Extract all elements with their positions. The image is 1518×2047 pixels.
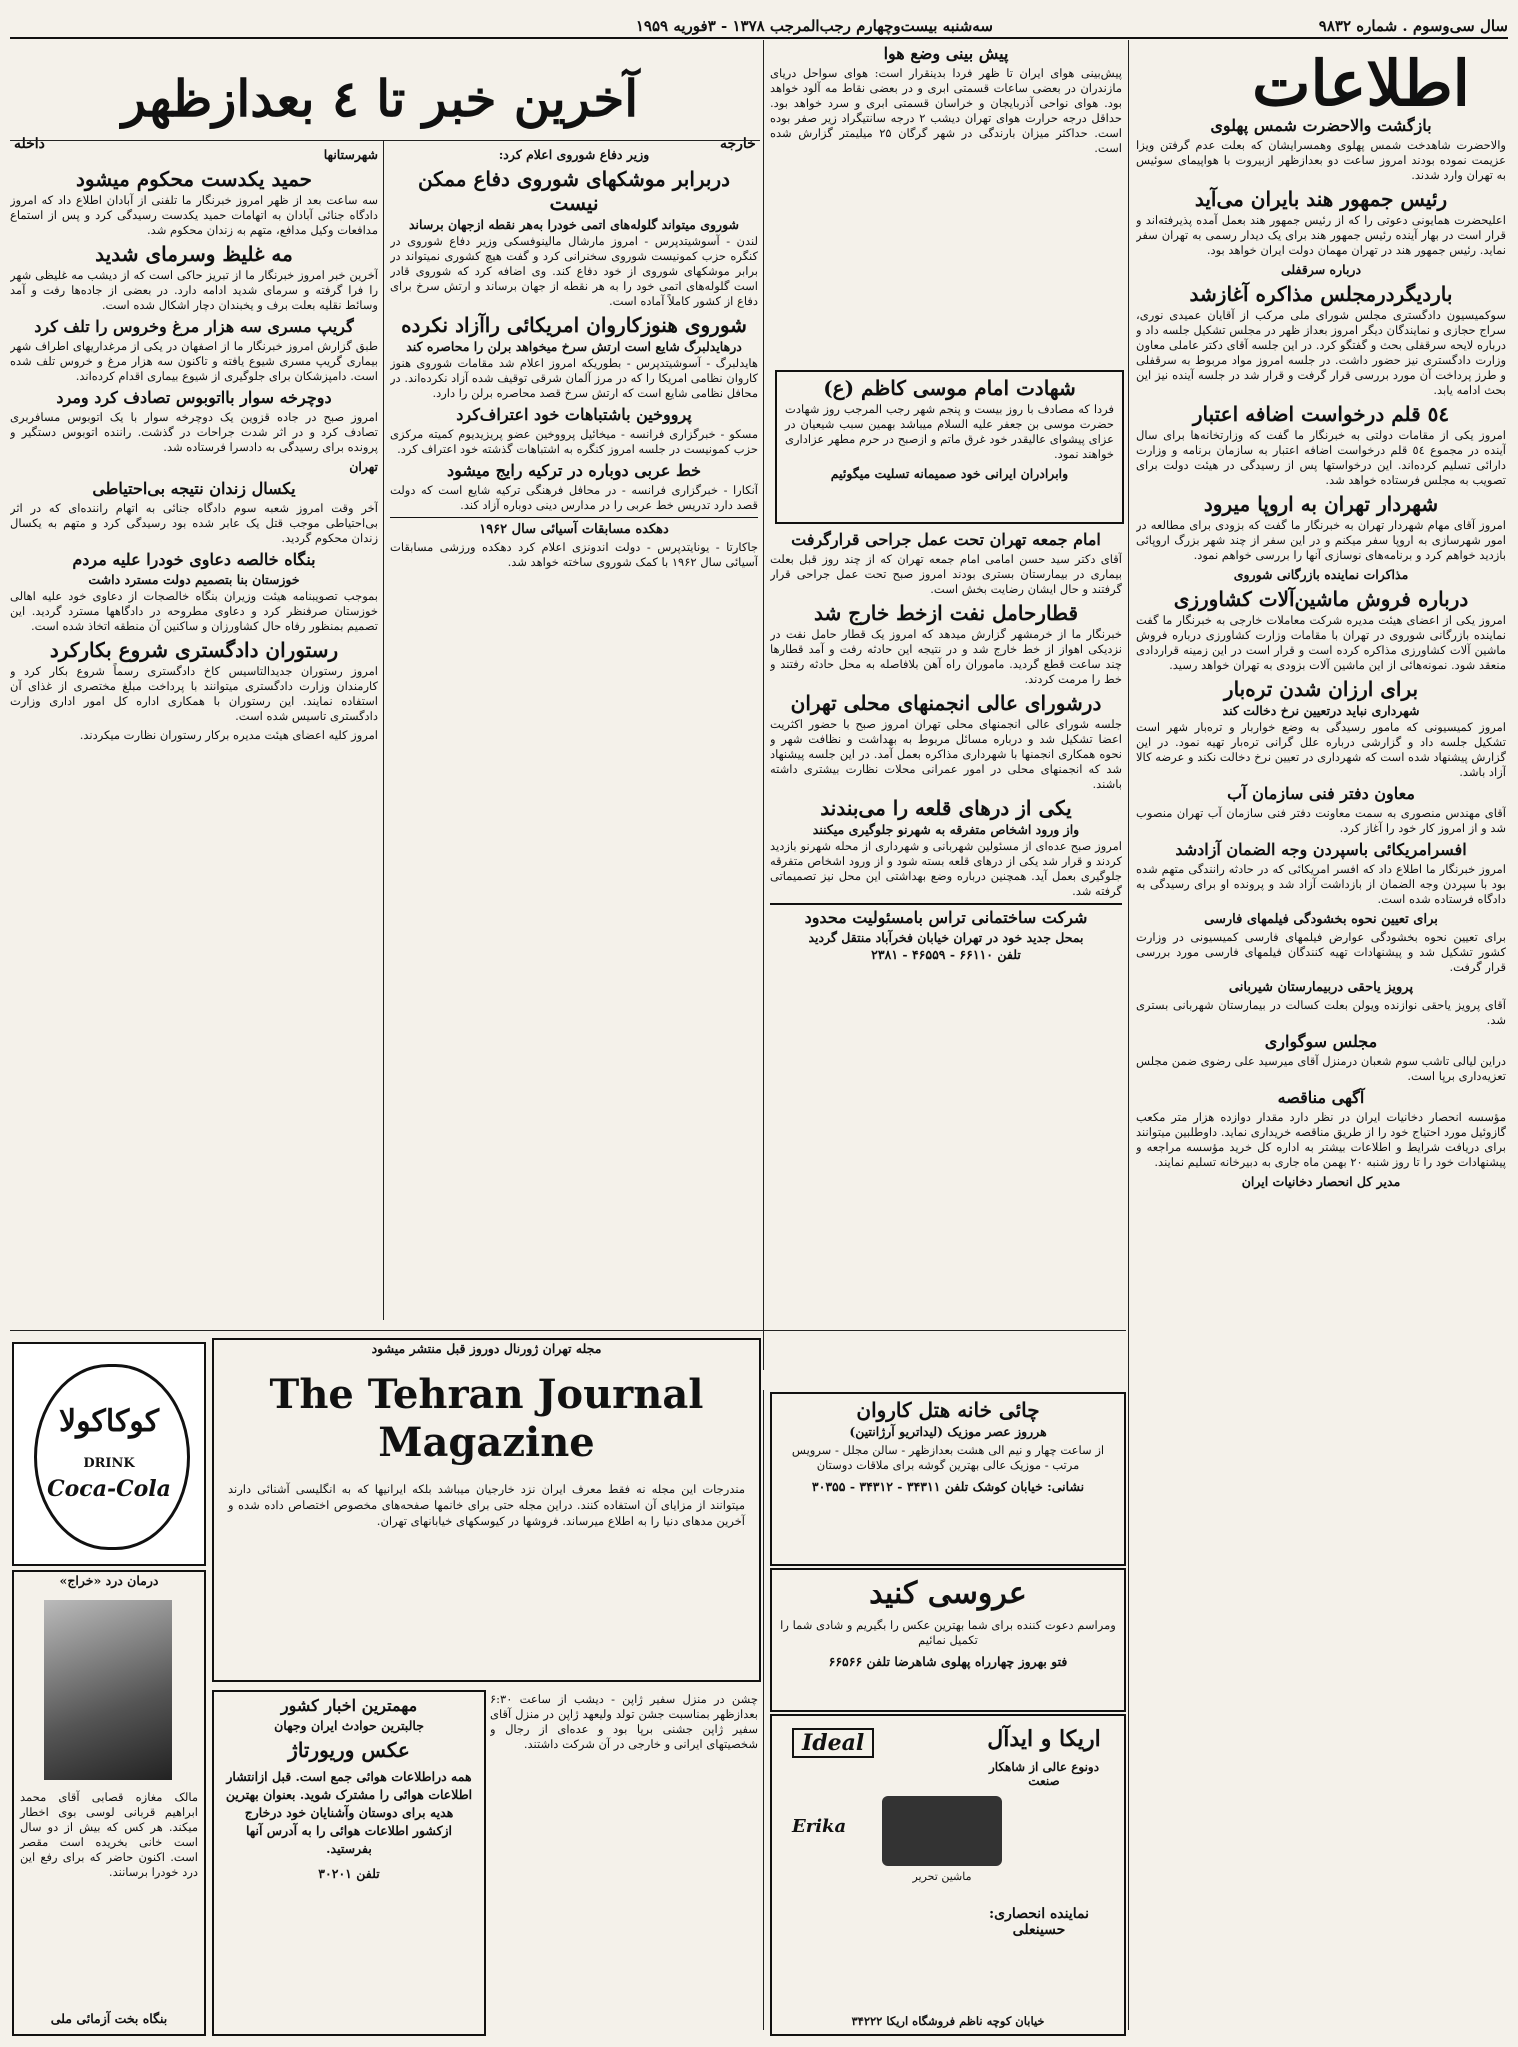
erika-brand: Erika bbox=[792, 1816, 847, 1837]
weather-section bbox=[770, 40, 1122, 370]
row-rule bbox=[10, 140, 760, 141]
article-body: چشن در منزل سفیر ژاپن - دیشب از ساعت ۶:۳۰ بعدازظهر بمناسبت جشن تولد ولیعهد ژاپن در منزل آقای سفیر ژاپن جشنی برپا بود و عده‌ای از رجال و شخصیتهای ایرانی و خارجی در آن شرکت داشتند. bbox=[490, 1692, 758, 1751]
ad-body: ومراسم دعوت کننده برای شما بهترین عکس را بگیریم و شادی شما را تکمیل نمائیم bbox=[780, 1618, 1116, 1647]
pre-headline: وزیر دفاع شوروی اعلام کرد: bbox=[498, 147, 650, 162]
headline: شوروی هنوزکاروان امریکائی راآزاد نکرده bbox=[401, 313, 747, 337]
article-body: اعلیحضرت همایونی دعوتی را که از رئیس جمهور هند بعمل آمده پذیرفته‌اند و قرار است در بهار آینده رئیس جمهور هند برای یک دیدار رسمی به تهران سفر نماید. رئیس جمهور هند در تهران مهمان دولت ایران خواهد بود. bbox=[1136, 213, 1506, 257]
publication-date: سه‌شنبه بیست‌وچهارم رجب‌المرجب ۱۳۷۸ - ۳فوریه ۱۹۵۹ bbox=[635, 17, 993, 35]
article-body: امروز صبح عده‌ای از مسئولین شهربانی و شهرداری از محله شهرنو بازدید کردند و قرار شد یکی از درهای قلعه بسته شود و از ورود اشخاص متفرقه جلوگیری بعمل آید. همچنین درباره وضع بهداشتی این محل نیز تصمیماتی گرفته شد. bbox=[770, 839, 1122, 898]
headline: خط عربی دوباره در ترکیه رایج میشود bbox=[446, 461, 702, 480]
coke-logo-latin: Coca-Cola bbox=[47, 1476, 171, 1502]
headline: درباره فروش ماشین‌آلات کشاورزی bbox=[1173, 587, 1469, 611]
coca-cola-ad bbox=[12, 1342, 206, 1566]
lottery-ad bbox=[12, 1570, 206, 2036]
column-rule bbox=[1128, 40, 1129, 2030]
masthead-logo: اطلاعات bbox=[1252, 47, 1470, 120]
column-rule bbox=[383, 140, 384, 1320]
japan-ambassador-article bbox=[490, 1692, 758, 2032]
ad-agent: نماینده انحصاری: حسینعلی bbox=[988, 1906, 1090, 1938]
erika-typewriter-ad bbox=[770, 1714, 1126, 2036]
article-body: سوکمیسیون دادگستری مجلس شورای ملی مرکب از آقایان عمیدی نوری، سراج حجازی و نمایندگان دیگر امروز بعداز ظهر در مجلس تشکیل جلسه داد و درباره لایحه سرقفلی بحث و گفتگو کرد. در این جلسه آقای دکتر عاملی معاون وزارت دادگستری نیز حضور داشت. در جلسه امروز مواد مربوط به سرقفلی و طرز پرداخت آن مورد بررسی قرار گرفت و قرار شد در جلسه آینده نیز این بحث ادامه یابد. bbox=[1136, 308, 1506, 397]
signature: مدیر کل انحصار دخانیات ایران bbox=[1241, 1174, 1401, 1189]
headline: برای تعیین نحوه بخشودگی فیلمهای فارسی bbox=[1204, 912, 1438, 927]
tehran-journal-ad bbox=[212, 1338, 761, 1682]
article-body: آخرین خبر امروز خبرنگار ما از تبریز حاکی است که از دیشب مه غلیظی شهر را فرا گرفته و سرمای شدید ادامه دارد. در بعضی از جاده‌ها رفت و آمد وسائط نقلیه بعلت برف و یخبندان دچار اشکال شده است. bbox=[10, 268, 378, 312]
headline: ٥٤ قلم درخواست اضافه اعتبار bbox=[1192, 402, 1450, 426]
article-body: مؤسسه انحصار دخانیات ایران در نظر دارد مقدار دوازده هزار متر مکعب گازوئیل مورد احتیاج خود را از طریق مناقصه خریداری نماید. داوطلبین میتوانند برای دریافت شرایط و اطلاعات بیشتر به اداره کل خرید مؤسسه مراجعه و پیشنهادات خود را تا روز شنبه ٢٠ بهمن ماه جاری به دبیرخانه تسلیم نمایند. bbox=[1136, 1110, 1506, 1169]
ad-body: مندرجات این مجله نه فقط معرف ایران نزد خارجیان میباشد بلکه ایرانیها که به انگلیسی آشنائی دارند میتوانند از مزایای آن استفاده کنند. دراین مجله حتی برای خانمها صفحه‌های مخصوص اختصاص داده شده و آخرین مدهای دنیا را به اطلاع میرساند. فروشها در کیوسکهای خیابانهای تهران. bbox=[228, 1482, 745, 1528]
sub-headline: خوزستان بنا بتصمیم دولت مسترد داشت bbox=[88, 572, 300, 587]
article-body: مسکو - خبرگزاری فرانسه - میخائیل پرووخین عضو پریزیدیوم کمیته مرکزی حزب کمونیست در جلسه امروز کنگره به اشتباهات گذشته خود اعتراف کرد. bbox=[390, 427, 758, 456]
ad-headline: عروسی کنید bbox=[869, 1576, 1027, 1611]
airmail-subscription-ad bbox=[212, 1690, 486, 2036]
announcement-sign: وابرادران ایرانی خود صمیمانه تسلیت میگوئیم bbox=[830, 466, 1069, 481]
article-body: آنکارا - خبرگزاری فرانسه - در محافل فرهنگی ترکیه شایع است که دولت قصد دارد تدریس خط عربی را در مدارس دینی دوباره آزاد کند. bbox=[390, 483, 758, 512]
article-body: برای تعیین نحوه بخشودگی عوارض فیلمهای فارسی کمیسیونی در وزارت کشور تشکیل شد و پیشنهادات تهیه کنندگان فیلمهای فارسی مورد بررسی قرار گرفت. bbox=[1136, 930, 1506, 974]
headline: پرووخین باشتباهات خود اعتراف‌کرد bbox=[456, 405, 692, 424]
headline: مه غلیظ وسرمای شدید bbox=[95, 242, 293, 266]
section-tag: تهران bbox=[349, 459, 378, 474]
headline: رستوران دادگستری شروع بکارکرد bbox=[49, 638, 339, 662]
journal-subtitle: Magazine bbox=[378, 1419, 595, 1466]
headline: یکی از درهای قلعه را می‌بندند bbox=[820, 796, 1072, 820]
headline: یکسال زندان نتیجه بی‌احتیاطی bbox=[92, 479, 296, 498]
tag-foreign: خارجه bbox=[720, 136, 756, 152]
banner-headline: آخرین خبر تا ٤ بعدازظهر bbox=[121, 69, 639, 128]
headline: مجلس سوگواری bbox=[1264, 1032, 1378, 1051]
ad-body: از ساعت چهار و نیم الی هشت بعدازظهر - سالن مجلل - سرویس مرتب - موزیک عالی بهترین گوشه برای ملاقات دوستان bbox=[791, 1443, 1105, 1472]
ad-tag: درمان درد «خراج» bbox=[59, 1573, 159, 1588]
ad-signature: بنگاه بخت آزمائی ملی bbox=[50, 2011, 168, 2026]
ad-phone: تلفن ۶۶۱۱۰ - ۴۶۵۵۹ - ۲۳۸۱ bbox=[871, 947, 1021, 962]
headline: آگهی مناقصه bbox=[1277, 1088, 1365, 1107]
article-body: طبق گزارش امروز خبرنگار ما از اصفهان در یکی از مرغداریهای اطراف شهر بیماری گریپ مسری شیوع یافته و تاکنون سه هزار مرغ و خروس تلف شده است. دامپزشکان برای جلوگیری از شیوع بیماری اقدام کرده‌اند. bbox=[10, 339, 378, 383]
article-body: لندن - آسوشیتدپرس - امروز مارشال مالینوفسکی وزیر دفاع شوروی در کنگره حزب کمونیست شوروی سخنرانی کرد و گفت هیچ کشوری نمیتواند در برابر موشکهای شوروی از خود دفاع کند. وی اضافه کرد که شوروی قادر است گلوله‌های اتمی خود را به هر نقطه از جهان برساند و ارتش سرخ برای دفاع از کشور کاملاً آماده است. bbox=[390, 234, 758, 308]
pre-headline: مذاکرات نماینده بازرگانی شوروی bbox=[1233, 567, 1409, 582]
article-body: سه ساعت بعد از ظهر امروز خبرنگار ما تلفنی از آبادان اطلاع داد که امروز دادگاه جنائی آبادان به اتهامات حمید یکدست رسیدگی کرد و پس از استماع مدافعات وکیل مدافع، متهم به زندان محکوم شد. bbox=[10, 193, 378, 237]
ad-headline: چائی خانه هتل کاروان bbox=[856, 1398, 1040, 1422]
article-note: امروز کلیه اعضای هیئت مدیره برکار رستوران نظارت میکردند. bbox=[79, 728, 378, 742]
article-body: امروز یکی از اعضای هیئت مدیره شرکت معاملات خارجی به خبرنگار ما گفت نماینده بازرگانی شوروی در تهران با مقامات وزارت کشاورزی درباره فروش ماشین آلات کشاورزی مذاکره کرده است و قرار است در این زمینه قراردادی منعقد شود. نمونه‌هائی از این ماشین آلات بزودی به تهران خواهد رسید. bbox=[1136, 613, 1506, 672]
section-tag: شهرستانها bbox=[323, 147, 378, 162]
headline: شهردار تهران به اروپا میرود bbox=[1203, 492, 1439, 516]
headline: رئیس جمهور هند بایران می‌آید bbox=[1194, 187, 1448, 211]
coke-logo-fa: کوکاکولا bbox=[58, 1404, 160, 1439]
headline: برای ارزان شدن تره‌بار bbox=[1223, 677, 1419, 701]
column-rule bbox=[763, 40, 764, 1370]
article-body: امروز آقای مهام شهردار تهران به خبرنگار ما گفت که بزودی برای مطالعه در امور شهرسازی به اروپا سفر میکنم و در این سفر از چند شهر بزرگ اروپائی بازدید خواهم کرد و برنامه‌های نوسازی آنها را بررسی خواهم نمود. bbox=[1136, 518, 1506, 562]
headline: بازگشت والاحضرت شمس پهلوی bbox=[1210, 116, 1432, 135]
headline: معاون دفتر فنی سازمان آب bbox=[1227, 784, 1415, 803]
typewriter-caption: ماشین تحریر bbox=[912, 1870, 972, 1883]
article-body: امروز کمیسیونی که مامور رسیدگی به وضع خواربار و تره‌بار شهر است تشکیل جلسه داد و گزارشی درباره علل گرانی تره‌بار تهیه نمود. در این گزارش پیشنهاد شده است که شهرداری در تعیین نرخ دخالت نکند و عرضه کالا آزاد باشد. bbox=[1136, 720, 1506, 779]
ad-body: بمحل جدید خود در تهران خیابان فخرآباد منتقل گردید bbox=[808, 930, 1084, 945]
sub-headline: واز ورود اشخاص متفرقه به شهرنو جلوگیری میکنند bbox=[812, 822, 1080, 837]
article-body: آخر وقت امروز شعبه سوم دادگاه جنائی به اتهام راننده‌ای که در اثر بی‌احتیاطی موجب قتل یک عابر شده بود رسیدگی کرد و متهم به یکسال زندان محکوم گردید. bbox=[10, 501, 378, 545]
headline: دهکده مسابقات آسیائی سال ۱۹۶۲ bbox=[390, 517, 758, 538]
headline: درشورای عالی انجمنهای محلی تهران bbox=[790, 691, 1102, 715]
headline: باردیگردرمجلس مذاکره آغازشد bbox=[1189, 282, 1453, 306]
domestic-column bbox=[10, 146, 378, 1326]
headline: گریپ مسری سه هزار مرغ وخروس را تلف کرد bbox=[34, 317, 354, 336]
tag-domestic: داخله bbox=[14, 136, 45, 152]
ideal-brand: Ideal bbox=[792, 1728, 874, 1758]
headline: قطارحامل نفت ازخط خارج شد bbox=[813, 601, 1079, 625]
coke-drink-label: DRINK bbox=[83, 1456, 135, 1471]
announcement-body: فردا که مصادف با روز بیست و پنجم شهر رجب المرجب روز شهادت حضرت موسی بن جعفر علیه السلام میباشد بهمین سبب شیعیان در عزای پیشوای عالیقدر خود غرق ماتم و ازصبح در حرم مطهر عزاداری خواهند نمود. bbox=[785, 402, 1114, 461]
headline: بنگاه خالصه دعاوی خودرا علیه مردم bbox=[72, 550, 316, 569]
sub-headline: شوروی میتواند گلوله‌های اتمی خودرا به‌هر نقطه ازجهان برساند bbox=[408, 217, 740, 232]
headline: حمید یکدست محکوم میشود bbox=[75, 167, 313, 191]
pre-headline: درباره سرقفلی bbox=[1280, 262, 1362, 277]
article-body: هایدلبرگ - آسوشیتدپرس - بطوریکه امروز اعلام شد مقامات شوروی هنوز کاروان نظامی امریکا را که در مرز آلمان شرقی توقیف شده آزاد نکرده‌اند. در محافل نظامی شایع است که ارتش سرخ قصد محاصره برلن را دارد. bbox=[390, 356, 758, 400]
ad-subheadline: جالبترین حوادث ایران وجهان bbox=[274, 1718, 424, 1733]
ad-headline: شرکت ساختمانی تراس بامسئولیت محدود bbox=[770, 903, 1122, 928]
journal-title: The Tehran Journal bbox=[269, 1371, 704, 1418]
sub-headline: درهایدلبرگ شایع است ارتش سرخ میخواهد برلن را محاصره کند bbox=[406, 339, 742, 354]
headline: شهادت امام موسی کاظم (ع) bbox=[823, 376, 1076, 400]
header-bar bbox=[10, 15, 1508, 39]
article-body: جلسه شورای عالی انجمنهای محلی تهران امروز صبح با حضور اکثریت اعضا تشکیل شد و درباره مسائل مربوط به بهداشت و نظافت شهر و نحوه همکاری انجمنها با شهرداری مذاکره بعمل آمد. در این جلسه پیشنهاد شد که انجمنهای محلی در امور عمرانی محلات نظارت بیشتری داشته باشند. bbox=[770, 717, 1122, 791]
hotel-caravan-ad bbox=[770, 1392, 1126, 1566]
middle-column bbox=[770, 526, 1122, 1386]
sub-headline: شهرداری نباید درتعیین نرخ دخالت کند bbox=[1222, 703, 1420, 718]
article-body: بموجب تصویبنامه هیئت وزیران بنگاه خالصجات از دعاوی خود علیه اهالی خوزستان صرفنظر کرد و دعاوی مطروحه در دادگاهها مسترد گردید. این تصمیم بمنظور رفاه حال کشاورزان و ساکنین آن منطقه اتخاذ شده است. bbox=[10, 589, 378, 633]
article-body: امروز خبرنگار ما اطلاع داد که افسر امریکائی که در حادثه رانندگی متهم شده بود با سپردن وجه الضمان از بازداشت آزاد شد و پرونده او برای رسیدگی به دادگاه فرستاده شده است. bbox=[1136, 862, 1506, 906]
headline: افسرامریکائی باسپردن وجه الضمان آزادشد bbox=[1175, 840, 1467, 859]
ad-caption: مالک مغازه قصابی آقای محمد ابراهیم قربانی لوسی بوی اخطار میکند. هر کس که بیش از دو سال است خانی بخریده است مقصر است. اکنون حاضر که برای رفع این درد خودرا برسانند. bbox=[20, 1790, 198, 1879]
ad-phone: فتو بهروز چهارراه پهلوی شاهرضا تلفن ۶۶۵۶۶ bbox=[828, 1654, 1068, 1669]
wedding-photo-ad bbox=[770, 1568, 1126, 1712]
article-body: امروز رستوران جدیدالتاسیس کاخ دادگستری رسماً شروع بکار کرد و کارمندان وزارت دادگستری میتوانند با پرداخت مبلغ مختصری از غذای آن استفاده نمایند. این رستوران با همکاری اداره کل امور اداری وزارت دادگستری تاسیس شده است. bbox=[10, 664, 378, 723]
headline: دربرابر موشکهای شوروی دفاع ممکن نیست bbox=[417, 167, 731, 215]
article-body: امروز صبح در جاده قزوین یک دوچرخه سوار با یک اتوبوس مسافربری تصادف کرد و در اثر شدت جراحات در گذشت. راننده اتوبوس دستگیر و پرونده برای رسیدگی به دادسرا فرستاده شد. bbox=[10, 410, 378, 454]
article-body: امروز یکی از مقامات دولتی به خبرنگار ما گفت که وزارتخانه‌ها برای سال آینده در مجموع ٥٤ قلم درخواست اضافه اعتبار به سازمان برنامه و وزارت دارائی تسلیم کرده‌اند. این درخواستها پس از رسیدگی در هیئت دولت برای تصویب به مجلس فرستاده خواهد شد. bbox=[1136, 428, 1506, 487]
article-body: خبرنگار ما از خرمشهر گزارش میدهد که امروز یک قطار حامل نفت در نزدیکی اهواز از خط خارج شد و در نتیجه این حادثه رفت و آمد قطارها چند ساعت قطع گردید. ماموران راه آهن بلافاصله به محل حادثه رفتند و خط را مرمت کردند. bbox=[770, 627, 1122, 686]
headline: دوچرخه سوار بااتوبوس تصادف کرد ومرد bbox=[56, 388, 332, 407]
article-body: پیش‌بینی هوای ایران تا ظهر فردا بدینقرار است: هوای سواحل دریای مازندران در بعضی ساعات قسمتی ابری و در بعضی نقاط مه آلود خواهد بود. هوای نواحی آذربایجان و خراسان قسمتی ابری و سرد خواهد بود. حداقل درجه حرارت هوای تهران دیشب ٢ درجه سانتیگراد زیر صفر بوده است. حداکثر میزان بارندگی در شهر گرگان ۲۵ میلیمتر گزارش شده است. bbox=[770, 66, 1122, 155]
ad-phone: تلفن ۳۰۲۰۱ bbox=[318, 1866, 380, 1881]
row-rule bbox=[10, 1330, 1126, 1331]
ad-headline: مهمترین اخبار کشور bbox=[280, 1696, 418, 1715]
foreign-column bbox=[390, 146, 758, 1326]
typewriter-illustration bbox=[882, 1796, 1002, 1866]
ad-address: خیابان کوچه ناظم فروشگاه اریکا ۳۴۲۲۲ bbox=[851, 2014, 1045, 2028]
right-column bbox=[1136, 112, 1506, 2032]
imam-announcement-box bbox=[775, 370, 1124, 524]
headline: پرویز یاحقی دربیمارستان شیربانی bbox=[1228, 980, 1414, 995]
issue-number: سال سی‌وسوم . شماره ۹۸۳۲ bbox=[1318, 17, 1508, 35]
headline: پیش بینی وضع هوا bbox=[883, 44, 1009, 63]
article-body: آقای مهندس منصوری به سمت معاونت دفتر فنی سازمان آب تهران منصوب شد و از امروز کار خود را آغاز کرد. bbox=[1136, 806, 1506, 835]
article-body: جاکارتا - یونایتدپرس - دولت اندونزی اعلام کرد دهکده ورزشی مسابقات آسیائی سال ۱۹۶۲ با کمک شوروی ساخته خواهد شد. bbox=[390, 540, 758, 569]
article-body: والاحضرت شاهدخت شمس پهلوی وهمسرایشان که بعلت عدم گرفتن ویزا عزیمت نموده بودند امروز ساعت دو بعدازظهر ازبیروت با هواپیمای سوئیس به تهران وارد شدند. bbox=[1136, 138, 1506, 182]
ad-subheadline: دونوع عالی از شاهکار صنعت bbox=[988, 1760, 1100, 1788]
headline: امام جمعه تهران تحت عمل جراحی قرارگرفت bbox=[791, 530, 1101, 549]
portrait-photo bbox=[44, 1600, 172, 1780]
article-body: آقای دکتر سید حسن امامی امام جمعه تهران که از چند روز قبل بعلت بیماری در بیمارستان بستری بودند امروز صبح تحت عمل جراحی قرار گرفتند و حال ایشان رضایت بخش است. bbox=[770, 552, 1122, 596]
column-rule bbox=[763, 1390, 764, 2030]
ad-header: مجله تهران ژورنال دوروز قبل منتشر میشود bbox=[371, 1341, 602, 1356]
ad-headline: اریکا و ایدآل bbox=[987, 1726, 1101, 1752]
ad-body: همه دراطلاعات هوائی جمع است. قبل ازانتشار اطلاعات هوائی را مشترک شوید. بعنوان بهترین هدیه برای دوستان وآشنایان خود درخارج ازکشور اطلاعات هوائی را به آدرس آنها بفرستید. bbox=[225, 1769, 473, 1856]
ad-subheadline: هرروز عصر موزیک (لیداتریو آرژانتین) bbox=[849, 1424, 1047, 1439]
ad-address: نشانی: خیابان کوشک تلفن ۳۴۳۱۱ - ۳۴۳۱۲ - ۳۰۳۵۵ bbox=[811, 1479, 1085, 1494]
article-body: دراین لیالی تاشب سوم شعبان درمنزل آقای میرسید علی رضوی ضمن مجلس تعزیه‌داری برپا است. bbox=[1136, 1054, 1506, 1083]
article-body: آقای پرویز یاحقی نوازنده ویولن بعلت کسالت در بیمارستان شهربانی بستری شد. bbox=[1136, 998, 1506, 1027]
ad-photo-label: عکس وریورتاژ bbox=[288, 1738, 410, 1762]
